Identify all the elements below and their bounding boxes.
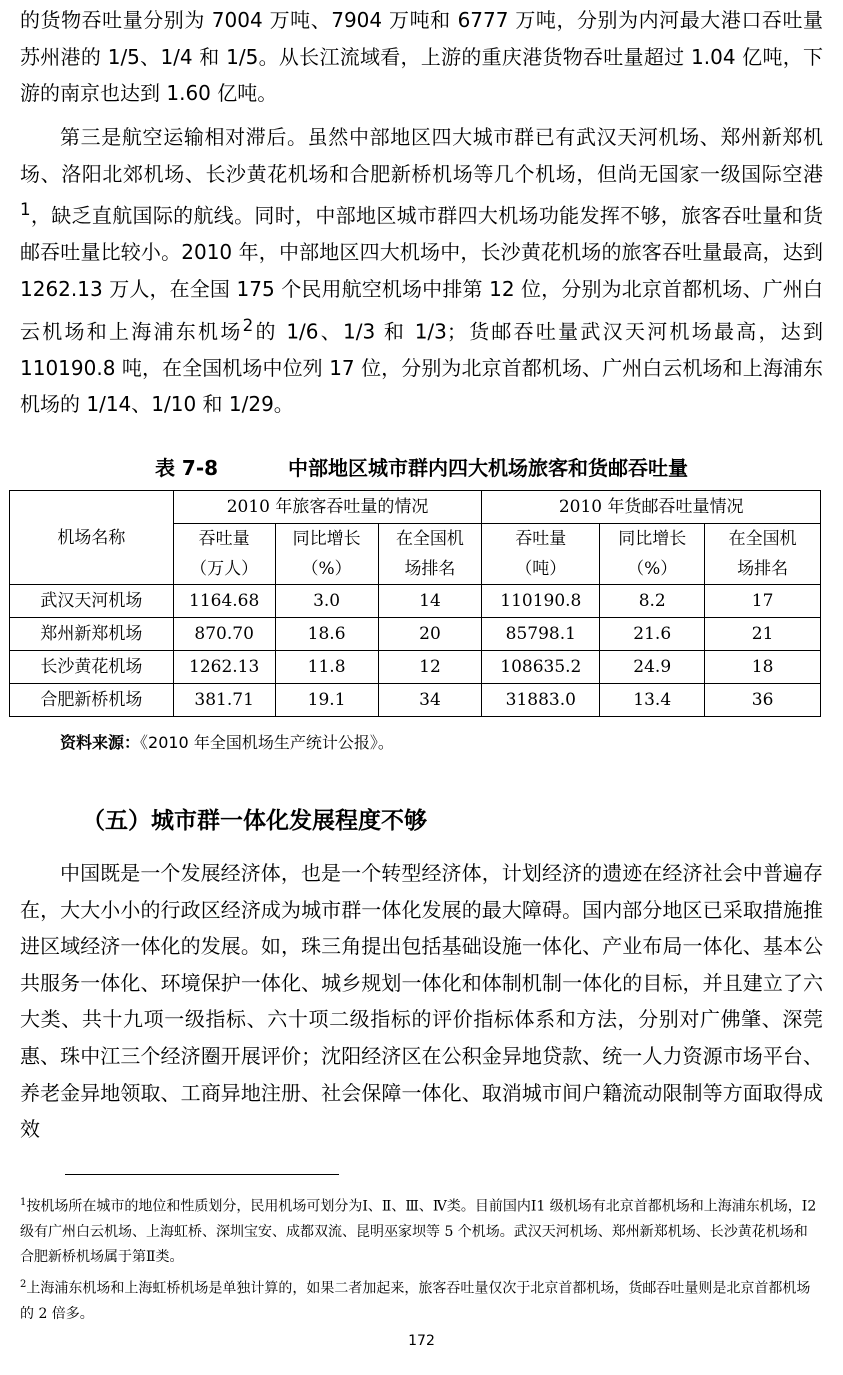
table-row bbox=[10, 618, 821, 651]
cell-cargo-growth: 8.2 bbox=[600, 585, 705, 618]
header-text: 同比增长 bbox=[292, 529, 361, 549]
header-cargo-growth bbox=[600, 524, 705, 585]
cell-cargo-rank: 21 bbox=[705, 618, 821, 651]
cell-cargo-volume: 108635.2 bbox=[482, 651, 600, 684]
header-unit: （%） bbox=[301, 559, 352, 579]
table-source-note bbox=[60, 730, 394, 753]
header-text: 在全国机 bbox=[728, 529, 797, 549]
table-row bbox=[10, 585, 821, 618]
cell-passenger-rank: 20 bbox=[378, 618, 482, 651]
header-passenger-growth bbox=[275, 524, 378, 585]
table-title: 中部地区城市群内四大机场旅客和货邮吞吐量 bbox=[288, 456, 689, 480]
cell-cargo-growth: 13.4 bbox=[600, 684, 705, 717]
source-label: 资料来源： bbox=[60, 733, 141, 752]
footnote-mark: 1 bbox=[20, 1197, 27, 1208]
cell-passenger-rank: 14 bbox=[378, 585, 482, 618]
header-text: 同比增长 bbox=[618, 529, 687, 549]
cell-cargo-growth: 21.6 bbox=[600, 618, 705, 651]
footnote-ref-1[interactable]: 1 bbox=[20, 200, 31, 220]
header-unit: （万人） bbox=[190, 559, 259, 579]
section-heading: （五）城市群一体化发展程度不够 bbox=[82, 808, 427, 834]
cell-cargo-rank: 36 bbox=[705, 684, 821, 717]
cell-passenger-growth: 3.0 bbox=[275, 585, 378, 618]
footnote-1 bbox=[20, 1190, 820, 1270]
paragraph-2-text-c: 的 1/6、1/3 和 1/3；货邮吞吐量武汉天河机场最高，达到 110190.8 吨，在全国机场中位列 17 位，分别为北京首都机场、广州白云机场和上海浦东机场的 1/14、1/10 和 1/29。 bbox=[20, 319, 823, 417]
cell-airport-name: 武汉天河机场 bbox=[10, 585, 174, 618]
header-passenger-group: 2010 年旅客吞吐量的情况 bbox=[173, 491, 482, 524]
footnote-2 bbox=[20, 1272, 820, 1327]
cell-cargo-rank: 18 bbox=[705, 651, 821, 684]
header-text: 吞吐量 bbox=[198, 529, 250, 549]
footnote-divider bbox=[65, 1174, 339, 1175]
cell-passenger-volume: 1262.13 bbox=[173, 651, 275, 684]
airport-throughput-table bbox=[9, 490, 821, 717]
cell-cargo-rank: 17 bbox=[705, 585, 821, 618]
cell-passenger-volume: 381.71 bbox=[173, 684, 275, 717]
header-cargo-group: 2010 年货邮吞吐量情况 bbox=[482, 491, 821, 524]
header-unit: （吨） bbox=[515, 559, 567, 579]
cell-cargo-volume: 110190.8 bbox=[482, 585, 600, 618]
source-text: 《2010 年全国机场生产统计公报》。 bbox=[140, 733, 394, 752]
paragraph-2-text-b: ，缺乏直航国际的航线。同时，中部地区城市群四大机场功能发挥不够，旅客吞吐量和货邮吞吐量比较小。2010 年，中部地区四大机场中，长沙黄花机场的旅客吞吐量最高，达到 1262.13 万人，在全国 175 个民用航空机场中排第 12 位，分别为北京首都机场、广州白云机场和上海浦东机场 bbox=[20, 203, 823, 344]
cell-passenger-rank: 34 bbox=[378, 684, 482, 717]
cell-cargo-volume: 85798.1 bbox=[482, 618, 600, 651]
cell-airport-name: 长沙黄花机场 bbox=[10, 651, 174, 684]
footnote-text: 按机场所在城市的地位和性质划分，民用机场可划分为Ⅰ、Ⅱ、Ⅲ、Ⅳ类。目前国内Ⅰ1 级机场有北京首都机场和上海浦东机场，Ⅰ2 级有广州白云机场、上海虹桥、深圳宝安、成都双流、昆明巫家坝等 5 个机场。武汉天河机场、郑州新郑机场、长沙黄花机场和合肥新桥机场属于第Ⅱ类。 bbox=[20, 1198, 817, 1265]
body-paragraph-1: 的货物吞吐量分别为 7004 万吨、7904 万吨和 6777 万吨，分别为内河最大港口吞吐量苏州港的 1/5、1/4 和 1/5。从长江流域看，上游的重庆港货物吞吐量超过 1.04 亿吨，下游的南京也达到 1.60 亿吨。 bbox=[20, 8, 823, 106]
table-row bbox=[10, 684, 821, 717]
header-airport-name: 机场名称 bbox=[10, 491, 174, 585]
header-cargo-rank bbox=[705, 524, 821, 585]
cell-passenger-growth: 18.6 bbox=[275, 618, 378, 651]
paragraph-2-text-a: 第三是航空运输相对滞后。虽然中部地区四大城市群已有武汉天河机场、郑州新郑机场、洛阳北郊机场、长沙黄花机场和合肥新桥机场等几个机场，但尚无国家一级国际空港 bbox=[20, 125, 823, 186]
body-paragraph-2 bbox=[20, 119, 823, 423]
table-caption bbox=[0, 452, 843, 481]
header-cargo-volume bbox=[482, 524, 600, 585]
header-text: 场排名 bbox=[737, 559, 789, 579]
table-header-row-1 bbox=[10, 491, 821, 524]
footnote-mark: 2 bbox=[20, 1279, 27, 1290]
header-passenger-rank bbox=[378, 524, 482, 585]
footnote-ref-2[interactable]: 2 bbox=[242, 315, 254, 335]
cell-passenger-volume: 870.70 bbox=[173, 618, 275, 651]
cell-airport-name: 郑州新郑机场 bbox=[10, 618, 174, 651]
page-number: 172 bbox=[408, 1333, 435, 1349]
cell-passenger-growth: 19.1 bbox=[275, 684, 378, 717]
header-passenger-volume bbox=[173, 524, 275, 585]
header-text: 场排名 bbox=[404, 559, 456, 579]
header-unit: （%） bbox=[627, 559, 678, 579]
cell-passenger-growth: 11.8 bbox=[275, 651, 378, 684]
cell-cargo-volume: 31883.0 bbox=[482, 684, 600, 717]
header-text: 在全国机 bbox=[395, 529, 464, 549]
table-number: 表 7-8 bbox=[154, 456, 219, 480]
table-row bbox=[10, 651, 821, 684]
cell-passenger-rank: 12 bbox=[378, 651, 482, 684]
header-text: 吞吐量 bbox=[515, 529, 567, 549]
footnote-text: 上海浦东机场和上海虹桥机场是单独计算的，如果二者加起来，旅客吞吐量仅次于北京首都机场，货邮吞吐量则是北京首都机场的 2 倍多。 bbox=[20, 1280, 811, 1322]
cell-passenger-volume: 1164.68 bbox=[173, 585, 275, 618]
cell-cargo-growth: 24.9 bbox=[600, 651, 705, 684]
cell-airport-name: 合肥新桥机场 bbox=[10, 684, 174, 717]
body-paragraph-3: 中国既是一个发展经济体，也是一个转型经济体，计划经济的遗迹在经济社会中普遍存在，大大小小的行政区经济成为城市群一体化发展的最大障碍。国内部分地区已采取措施推进区域经济一体化的发展。如，珠三角提出包括基础设施一体化、产业布局一体化、基本公共服务一体化、环境保护一体化、城乡规划一体化和体制机制一体化的目标，并且建立了六大类、共十九项一级指标、六十项二级指标的评价指标体系和方法，分别对广佛肇、深莞惠、珠中江三个经济圈开展评价；沈阳经济区在公积金异地贷款、统一人力资源市场平台、养老金异地领取、工商异地注册、社会保障一体化、取消城市间户籍流动限制等方面取得成效 bbox=[20, 861, 823, 1142]
